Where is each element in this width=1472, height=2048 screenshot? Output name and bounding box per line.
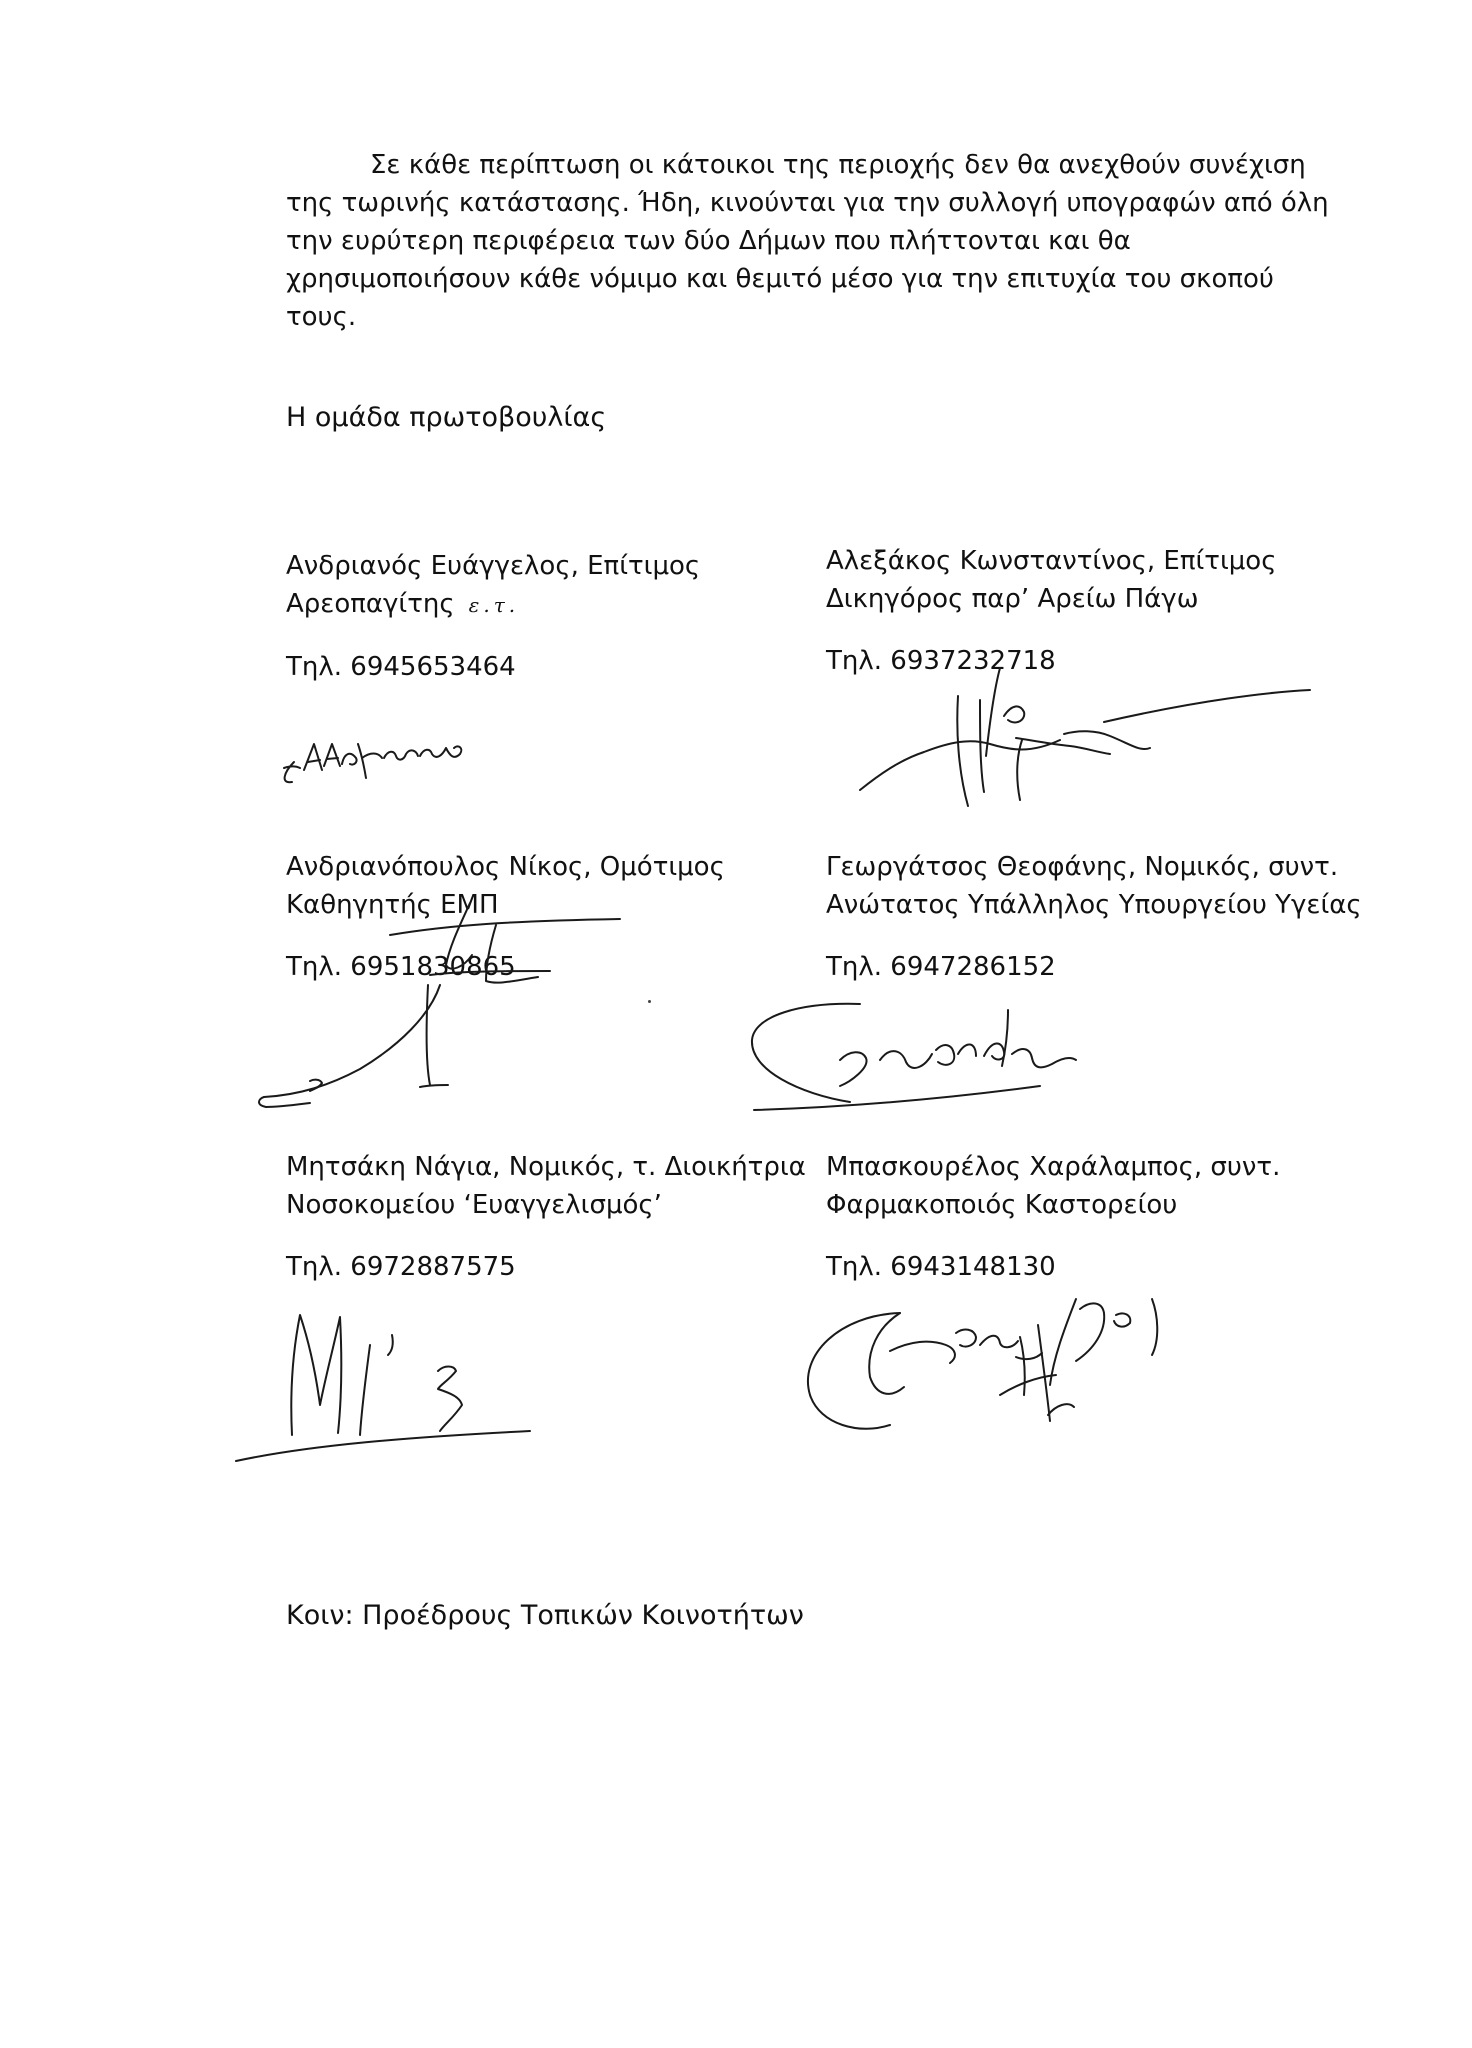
signature-4 — [740, 990, 1100, 1140]
signatory-5-name: Μητσάκη Νάγια, Νομικός, τ. Διοικήτρια — [286, 1152, 806, 1182]
signatory-4-title: Ανώτατος Υπάλληλος Υπουργείου Υγείας — [826, 890, 1362, 920]
closing-paragraph — [286, 146, 1346, 336]
signatory-6-phone: Τηλ. 6943148130 — [826, 1252, 1056, 1282]
signatory-3-title: Καθηγητής ΕΜΠ — [286, 890, 499, 920]
signatory-5 — [286, 1148, 806, 1286]
signatory-6-name: Μπασκουρέλος Χαράλαμπος, συντ. — [826, 1152, 1281, 1182]
signature-2 — [840, 660, 1320, 820]
signatory-6-title: Φαρμακοποιός Καστορείου — [826, 1190, 1178, 1220]
signatory-4 — [826, 848, 1362, 986]
signatory-4-name: Γεωργάτσος Θεοφάνης, Νομικός, συντ. — [826, 852, 1339, 882]
signatory-1-handwritten-initials: ε.τ. — [468, 593, 520, 617]
scan-speck — [648, 1000, 651, 1003]
signature-6 — [780, 1275, 1180, 1465]
signatory-2-name: Αλεξάκος Κωνσταντίνος, Επίτιμος — [826, 546, 1277, 576]
signature-5 — [230, 1285, 570, 1475]
signature-1 — [270, 700, 500, 790]
signatory-1-title — [286, 585, 700, 624]
signatory-2-phone: Τηλ. 6937232718 — [826, 646, 1056, 676]
signatory-6 — [826, 1148, 1280, 1286]
signatory-1-phone: Τηλ. 6945653464 — [286, 652, 516, 682]
signatory-1 — [286, 547, 700, 686]
signatory-2-title: Δικηγόρος παρ’ Αρείω Πάγω — [826, 584, 1199, 614]
signature-3 — [250, 885, 630, 1125]
signatory-3-phone: Τηλ. 6951830865 — [286, 952, 516, 982]
signatory-1-name: Ανδριανός Ευάγγελος, Επίτιμος — [286, 551, 701, 581]
signatory-1-title-text: Αρεοπαγίτης — [286, 589, 455, 619]
carbon-copy-line: Κοιν: Προέδρους Τοπικών Κοινοτήτων — [286, 1600, 804, 1631]
initiative-group-label: Η ομάδα πρωτοβουλίας — [286, 402, 607, 433]
signatory-3-name: Ανδριανόπουλος Νίκος, Ομότιμος — [286, 852, 725, 882]
signatory-5-phone: Τηλ. 6972887575 — [286, 1252, 516, 1282]
signatory-4-phone: Τηλ. 6947286152 — [826, 952, 1056, 982]
closing-paragraph-text: Σε κάθε περίπτωση οι κάτοικοι της περιοχής δεν θα ανεχθούν συνέχιση της τωρινής κατάστασης. Ήδη, κινούνται για την συλλογή υπογραφών από όλη την ευρύτερη περιφέρεια των δύο Δήμων που πλήττονται και θα χρησιμοποιήσουν κάθε νόμιμο και θεμιτό μέσο για την επιτυχία του σκοπού τους. — [286, 150, 1329, 332]
signatory-5-title: Νοσοκομείου ‘Ευαγγελισμός’ — [286, 1190, 662, 1220]
